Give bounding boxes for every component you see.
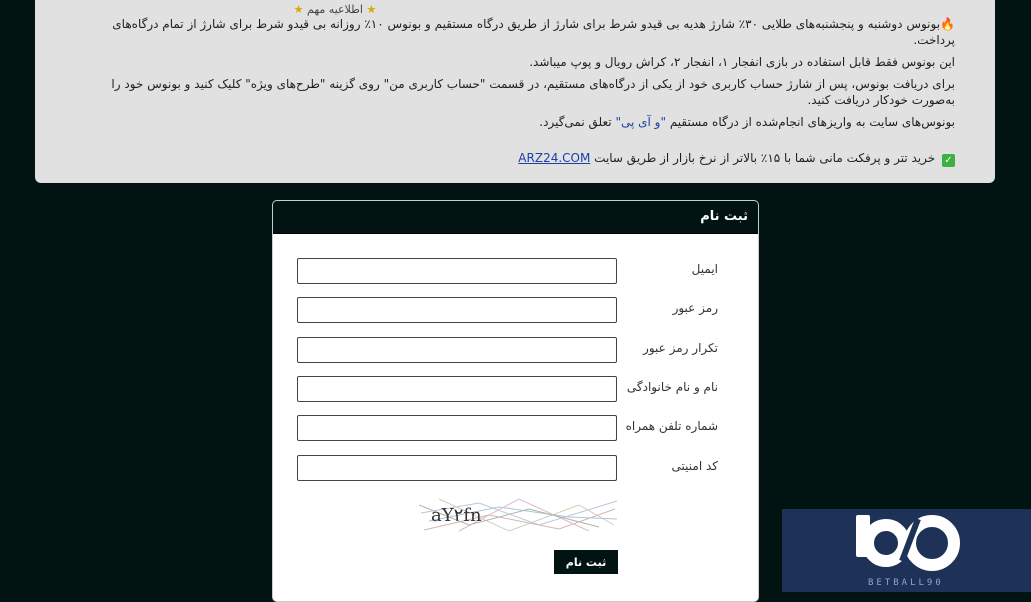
fullname-label: نام و نام خانوادگی: [626, 380, 718, 394]
arz24-link[interactable]: ARZ24.COM: [518, 151, 591, 165]
notice-line: این بونوس فقط قابل استفاده در بازی انفجار ۱، انفجار ۲، کراش رویال و پوپ میباشد.: [529, 55, 955, 69]
notice-line: بونوس‌های سایت به واریزهای انجام‌شده از درگاه مستقیم "و آی پی" تعلق نمی‌گیرد.: [539, 115, 955, 129]
email-row: [273, 258, 758, 284]
email-field[interactable]: [297, 258, 617, 284]
fullname-field[interactable]: [297, 376, 617, 402]
star-icon: ★: [366, 3, 377, 16]
security-code-row: [273, 455, 758, 481]
password-confirm-row: [273, 337, 758, 363]
password-confirm-label: تکرار رمز عبور: [643, 341, 718, 355]
notice-line: ✓ خرید تتر و پرفکت مانی شما با ۱۵٪ بالاتر از نرخ بازار از طریق سایت ARZ24.COM: [75, 150, 955, 167]
phone-row: [273, 415, 758, 441]
notice-heading: ★ اطلاعیه مهم ★: [293, 3, 377, 16]
bonus-notice-panel: [35, 0, 995, 183]
checkmark-icon: ✓: [942, 154, 955, 167]
password-confirm-field[interactable]: [297, 337, 617, 363]
fullname-row: [273, 376, 758, 402]
phone-label: شماره تلفن همراه: [625, 419, 718, 433]
security-code-label: کد امنیتی: [671, 459, 718, 473]
captcha-image: [419, 495, 619, 535]
captcha-text: aY۲fn: [431, 505, 482, 526]
email-label: ایمیل: [691, 262, 718, 276]
logo-icon: [782, 509, 1031, 592]
password-field[interactable]: [297, 297, 617, 323]
phone-field[interactable]: [297, 415, 617, 441]
notice-line: 🔥بونوس دوشنبه و پنجشنبه‌های طلایی ۳۰٪ شارژ هدیه بی قیدو شرط برای شارژ از طریق درگاه مستقیم و بونوس ۱۰٪ روزانه بی قیدو شرط برای شارژ از تمام درگاه‌های پرداخت.: [112, 17, 955, 47]
logo-wordmark: BETBALL90: [868, 578, 944, 588]
fire-icon: 🔥: [940, 17, 955, 31]
register-form: [272, 200, 759, 602]
register-submit-button[interactable]: ثبت نام: [554, 550, 618, 574]
security-code-field[interactable]: [297, 455, 617, 481]
password-label: رمز عبور: [672, 301, 718, 315]
register-title: ثبت نام: [273, 201, 758, 234]
star-icon: ★: [293, 3, 304, 16]
betball90-logo: [782, 509, 1031, 592]
notice-line: برای دریافت بونوس، پس از شارژ حساب کاربری خود از یکی از درگاه‌های مستقیم، در قسمت "حساب کاربری من" روی گزینه "طرح‌های ویژه" کلیک کنید و بونوس خود را به‌صورت خودکار دریافت کنید.: [111, 77, 955, 107]
password-row: [273, 297, 758, 323]
